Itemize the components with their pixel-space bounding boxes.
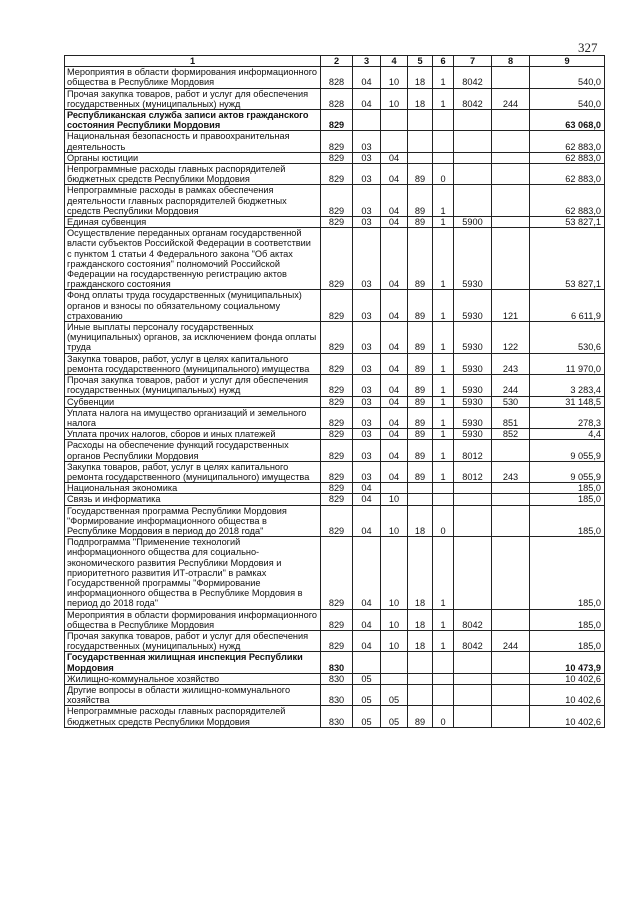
table-row bbox=[65, 494, 605, 505]
row-program: 89 bbox=[408, 407, 433, 428]
row-section: 05 bbox=[353, 673, 381, 684]
row-direction: 5930 bbox=[454, 429, 492, 440]
row-section: 03 bbox=[353, 375, 381, 396]
row-amount: 4,4 bbox=[530, 429, 605, 440]
row-subsection: 04 bbox=[381, 217, 408, 228]
row-direction: 8042 bbox=[454, 630, 492, 651]
row-subprogram: 1 bbox=[433, 440, 454, 461]
row-subsection: 10 bbox=[381, 494, 408, 505]
row-subprogram: 0 bbox=[433, 164, 454, 185]
row-expense-type: 243 bbox=[492, 353, 530, 374]
row-program: 89 bbox=[408, 429, 433, 440]
row-amount: 9 055,9 bbox=[530, 461, 605, 482]
row-subprogram: 1 bbox=[433, 375, 454, 396]
row-subsection bbox=[381, 131, 408, 152]
row-subprogram bbox=[433, 673, 454, 684]
row-section: 03 bbox=[353, 131, 381, 152]
row-expense-type bbox=[492, 217, 530, 228]
table-row bbox=[65, 396, 605, 407]
row-section: 03 bbox=[353, 152, 381, 163]
column-header: 2 bbox=[321, 56, 353, 67]
row-description: Уплата налога на имущество организаций и земельного налога bbox=[65, 407, 321, 428]
row-section: 03 bbox=[353, 164, 381, 185]
row-program: 89 bbox=[408, 322, 433, 354]
row-amount: 185,0 bbox=[530, 537, 605, 609]
row-expense-type: 851 bbox=[492, 407, 530, 428]
row-amount: 530,6 bbox=[530, 322, 605, 354]
row-expense-type: 121 bbox=[492, 290, 530, 322]
row-subprogram: 1 bbox=[433, 322, 454, 354]
table-row bbox=[65, 673, 605, 684]
row-expense-type bbox=[492, 67, 530, 88]
row-subprogram: 1 bbox=[433, 609, 454, 630]
row-amount: 53 827,1 bbox=[530, 217, 605, 228]
row-subprogram: 0 bbox=[433, 706, 454, 727]
row-direction bbox=[454, 673, 492, 684]
row-section: 03 bbox=[353, 353, 381, 374]
row-program: 89 bbox=[408, 217, 433, 228]
column-header: 8 bbox=[492, 56, 530, 67]
row-subsection: 04 bbox=[381, 429, 408, 440]
row-section: 05 bbox=[353, 684, 381, 705]
row-subprogram: 1 bbox=[433, 67, 454, 88]
row-description: Мероприятия в области формирования информационного общества в Республике Мордовия bbox=[65, 67, 321, 88]
row-expense-type bbox=[492, 228, 530, 290]
row-subsection: 10 bbox=[381, 609, 408, 630]
row-section: 04 bbox=[353, 494, 381, 505]
row-program bbox=[408, 652, 433, 673]
row-ministry-code: 829 bbox=[321, 217, 353, 228]
row-program bbox=[408, 684, 433, 705]
row-subprogram: 1 bbox=[433, 407, 454, 428]
row-description: Фонд оплаты труда государственных (муниципальных) органов и взносы по обязательному социальному страхованию bbox=[65, 290, 321, 322]
table-row bbox=[65, 88, 605, 109]
row-subprogram: 1 bbox=[433, 396, 454, 407]
row-ministry-code: 829 bbox=[321, 185, 353, 217]
row-subsection: 04 bbox=[381, 396, 408, 407]
row-section: 04 bbox=[353, 609, 381, 630]
row-ministry-code: 829 bbox=[321, 110, 353, 131]
row-amount: 3 283,4 bbox=[530, 375, 605, 396]
row-amount: 6 611,9 bbox=[530, 290, 605, 322]
table-row bbox=[65, 630, 605, 651]
table-header-row bbox=[65, 56, 605, 67]
row-direction: 8012 bbox=[454, 440, 492, 461]
row-subprogram bbox=[433, 652, 454, 673]
row-amount: 11 970,0 bbox=[530, 353, 605, 374]
row-expense-type bbox=[492, 494, 530, 505]
row-ministry-code: 829 bbox=[321, 461, 353, 482]
row-direction: 5900 bbox=[454, 217, 492, 228]
row-section: 04 bbox=[353, 537, 381, 609]
row-direction: 8042 bbox=[454, 67, 492, 88]
row-direction bbox=[454, 152, 492, 163]
table-row bbox=[65, 131, 605, 152]
row-ministry-code: 828 bbox=[321, 67, 353, 88]
table-row bbox=[65, 152, 605, 163]
row-direction: 5930 bbox=[454, 290, 492, 322]
row-subsection: 04 bbox=[381, 228, 408, 290]
row-subprogram: 1 bbox=[433, 88, 454, 109]
row-program bbox=[408, 131, 433, 152]
table-row bbox=[65, 353, 605, 374]
row-subsection: 04 bbox=[381, 407, 408, 428]
row-amount: 540,0 bbox=[530, 88, 605, 109]
table-row bbox=[65, 290, 605, 322]
row-subprogram bbox=[433, 131, 454, 152]
row-subsection: 04 bbox=[381, 164, 408, 185]
row-ministry-code: 829 bbox=[321, 164, 353, 185]
row-expense-type bbox=[492, 110, 530, 131]
row-amount: 62 883,0 bbox=[530, 185, 605, 217]
table-row bbox=[65, 67, 605, 88]
row-direction bbox=[454, 185, 492, 217]
row-ministry-code: 830 bbox=[321, 706, 353, 727]
row-ministry-code: 830 bbox=[321, 652, 353, 673]
row-direction bbox=[454, 652, 492, 673]
row-description: Органы юстиции bbox=[65, 152, 321, 163]
row-subprogram bbox=[433, 494, 454, 505]
table-row bbox=[65, 609, 605, 630]
row-subprogram: 1 bbox=[433, 228, 454, 290]
row-program: 18 bbox=[408, 67, 433, 88]
row-subprogram: 1 bbox=[433, 461, 454, 482]
row-ministry-code: 829 bbox=[321, 505, 353, 537]
row-subprogram: 1 bbox=[433, 537, 454, 609]
row-description: Субвенции bbox=[65, 396, 321, 407]
column-header: 5 bbox=[408, 56, 433, 67]
column-header: 4 bbox=[381, 56, 408, 67]
row-ministry-code: 829 bbox=[321, 537, 353, 609]
row-expense-type bbox=[492, 652, 530, 673]
table-row bbox=[65, 461, 605, 482]
row-ministry-code: 829 bbox=[321, 609, 353, 630]
row-section: 03 bbox=[353, 396, 381, 407]
row-ministry-code: 830 bbox=[321, 673, 353, 684]
table-row bbox=[65, 684, 605, 705]
row-subsection: 10 bbox=[381, 537, 408, 609]
row-section: 04 bbox=[353, 505, 381, 537]
row-subprogram bbox=[433, 684, 454, 705]
row-subsection: 10 bbox=[381, 630, 408, 651]
row-description: Непрограммные расходы главных распорядителей бюджетных средств Республики Мордовия bbox=[65, 706, 321, 727]
table-row bbox=[65, 706, 605, 727]
row-program: 89 bbox=[408, 290, 433, 322]
row-description: Государственная жилищная инспекция Республики Мордовия bbox=[65, 652, 321, 673]
row-expense-type bbox=[492, 131, 530, 152]
row-subsection: 04 bbox=[381, 353, 408, 374]
row-expense-type bbox=[492, 440, 530, 461]
row-expense-type bbox=[492, 483, 530, 494]
row-program: 89 bbox=[408, 706, 433, 727]
row-program: 18 bbox=[408, 630, 433, 651]
row-description: Непрограммные расходы главных распорядителей бюджетных средств Республики Мордовия bbox=[65, 164, 321, 185]
row-direction bbox=[454, 494, 492, 505]
row-section: 04 bbox=[353, 88, 381, 109]
row-section: 05 bbox=[353, 706, 381, 727]
row-direction: 5930 bbox=[454, 375, 492, 396]
row-program: 18 bbox=[408, 88, 433, 109]
row-subsection bbox=[381, 652, 408, 673]
column-header: 9 bbox=[530, 56, 605, 67]
row-description: Подпрограмма "Применение технологий информационного общества для социально-экономического развития Республики Мордовия и приоритетного развития ИТ-отрасли" в рамках Государственной программы "Формирование информационного общества в Республике Мордовия в период до 2018 года" bbox=[65, 537, 321, 609]
table-row bbox=[65, 505, 605, 537]
row-expense-type: 122 bbox=[492, 322, 530, 354]
row-section: 03 bbox=[353, 440, 381, 461]
row-subsection: 04 bbox=[381, 440, 408, 461]
row-description: Уплата прочих налогов, сборов и иных платежей bbox=[65, 429, 321, 440]
row-amount: 10 402,6 bbox=[530, 684, 605, 705]
row-program bbox=[408, 673, 433, 684]
row-subprogram: 1 bbox=[433, 630, 454, 651]
table-row bbox=[65, 164, 605, 185]
row-subsection: 05 bbox=[381, 706, 408, 727]
row-ministry-code: 829 bbox=[321, 396, 353, 407]
row-section: 03 bbox=[353, 185, 381, 217]
row-ministry-code: 829 bbox=[321, 483, 353, 494]
row-program: 89 bbox=[408, 440, 433, 461]
row-section: 03 bbox=[353, 407, 381, 428]
row-program: 89 bbox=[408, 375, 433, 396]
row-expense-type bbox=[492, 706, 530, 727]
table-row bbox=[65, 228, 605, 290]
row-subprogram bbox=[433, 110, 454, 131]
row-amount: 185,0 bbox=[530, 630, 605, 651]
table-row bbox=[65, 652, 605, 673]
table-row bbox=[65, 429, 605, 440]
row-subprogram: 1 bbox=[433, 185, 454, 217]
row-expense-type: 852 bbox=[492, 429, 530, 440]
row-direction bbox=[454, 164, 492, 185]
row-subsection: 10 bbox=[381, 88, 408, 109]
row-description: Национальная экономика bbox=[65, 483, 321, 494]
row-amount: 185,0 bbox=[530, 505, 605, 537]
column-header: 3 bbox=[353, 56, 381, 67]
row-description: Национальная безопасность и правоохранительная деятельность bbox=[65, 131, 321, 152]
row-description: Связь и информатика bbox=[65, 494, 321, 505]
row-description: Прочая закупка товаров, работ и услуг для обеспечения государственных (муниципальных) нужд bbox=[65, 630, 321, 651]
row-amount: 62 883,0 bbox=[530, 131, 605, 152]
row-direction: 5930 bbox=[454, 353, 492, 374]
table-row bbox=[65, 537, 605, 609]
row-ministry-code: 829 bbox=[321, 407, 353, 428]
row-program: 18 bbox=[408, 505, 433, 537]
row-amount: 62 883,0 bbox=[530, 164, 605, 185]
row-subsection: 10 bbox=[381, 67, 408, 88]
row-expense-type: 530 bbox=[492, 396, 530, 407]
row-ministry-code: 829 bbox=[321, 353, 353, 374]
row-ministry-code: 829 bbox=[321, 131, 353, 152]
row-ministry-code: 829 bbox=[321, 494, 353, 505]
row-ministry-code: 829 bbox=[321, 375, 353, 396]
row-subprogram: 0 bbox=[433, 505, 454, 537]
row-section bbox=[353, 652, 381, 673]
row-ministry-code: 829 bbox=[321, 630, 353, 651]
row-amount: 185,0 bbox=[530, 609, 605, 630]
row-program: 18 bbox=[408, 537, 433, 609]
row-direction: 8012 bbox=[454, 461, 492, 482]
row-amount: 10 402,6 bbox=[530, 706, 605, 727]
row-program: 89 bbox=[408, 461, 433, 482]
row-subprogram bbox=[433, 483, 454, 494]
row-description: Прочая закупка товаров, работ и услуг для обеспечения государственных (муниципальных) нужд bbox=[65, 375, 321, 396]
row-program: 89 bbox=[408, 185, 433, 217]
table-row bbox=[65, 483, 605, 494]
row-section bbox=[353, 110, 381, 131]
row-amount: 31 148,5 bbox=[530, 396, 605, 407]
row-amount: 9 055,9 bbox=[530, 440, 605, 461]
page-number: 327 bbox=[578, 40, 598, 55]
row-program: 89 bbox=[408, 164, 433, 185]
row-subsection bbox=[381, 673, 408, 684]
row-program: 89 bbox=[408, 353, 433, 374]
row-direction: 5930 bbox=[454, 228, 492, 290]
row-expense-type: 244 bbox=[492, 375, 530, 396]
row-amount: 10 402,6 bbox=[530, 673, 605, 684]
row-subprogram: 1 bbox=[433, 217, 454, 228]
row-expense-type bbox=[492, 164, 530, 185]
row-subprogram: 1 bbox=[433, 353, 454, 374]
row-ministry-code: 828 bbox=[321, 88, 353, 109]
row-direction bbox=[454, 110, 492, 131]
row-description: Расходы на обеспечение функций государственных органов Республики Мордовия bbox=[65, 440, 321, 461]
budget-table bbox=[64, 55, 605, 728]
row-amount: 185,0 bbox=[530, 494, 605, 505]
row-section: 04 bbox=[353, 67, 381, 88]
row-program: 89 bbox=[408, 396, 433, 407]
column-header: 1 bbox=[65, 56, 321, 67]
row-subsection bbox=[381, 483, 408, 494]
table-row bbox=[65, 375, 605, 396]
row-description: Осуществление переданных органам государственной власти субъектов Российской Федерации в соответствии с пунктом 1 статьи 4 Федерального закона "Об актах гражданского состояния" полномочий Российской Федерации на государственную регистрацию актов гражданского состояния bbox=[65, 228, 321, 290]
row-subsection: 10 bbox=[381, 505, 408, 537]
row-description: Республиканская служба записи актов гражданского состояния Республики Мордовия bbox=[65, 110, 321, 131]
row-section: 03 bbox=[353, 322, 381, 354]
row-subsection bbox=[381, 110, 408, 131]
row-ministry-code: 829 bbox=[321, 152, 353, 163]
row-program bbox=[408, 494, 433, 505]
row-expense-type bbox=[492, 505, 530, 537]
row-subprogram: 1 bbox=[433, 290, 454, 322]
row-direction: 8042 bbox=[454, 609, 492, 630]
row-description: Жилищно-коммунальное хозяйство bbox=[65, 673, 321, 684]
table-row bbox=[65, 217, 605, 228]
row-subsection: 05 bbox=[381, 684, 408, 705]
row-ministry-code: 829 bbox=[321, 290, 353, 322]
row-section: 03 bbox=[353, 290, 381, 322]
row-direction: 5930 bbox=[454, 407, 492, 428]
table-row bbox=[65, 322, 605, 354]
row-amount: 62 883,0 bbox=[530, 152, 605, 163]
row-expense-type bbox=[492, 673, 530, 684]
row-direction bbox=[454, 706, 492, 727]
row-description: Другие вопросы в области жилищно-коммунального хозяйства bbox=[65, 684, 321, 705]
row-program bbox=[408, 110, 433, 131]
row-expense-type bbox=[492, 537, 530, 609]
row-expense-type: 244 bbox=[492, 630, 530, 651]
row-ministry-code: 829 bbox=[321, 429, 353, 440]
row-expense-type bbox=[492, 185, 530, 217]
row-description: Иные выплаты персоналу государственных (муниципальных) органов, за исключением фонда оплаты труда bbox=[65, 322, 321, 354]
row-expense-type: 244 bbox=[492, 88, 530, 109]
row-direction bbox=[454, 131, 492, 152]
row-amount: 63 068,0 bbox=[530, 110, 605, 131]
row-ministry-code: 829 bbox=[321, 322, 353, 354]
row-ministry-code: 829 bbox=[321, 440, 353, 461]
row-amount: 540,0 bbox=[530, 67, 605, 88]
row-description: Единая субвенция bbox=[65, 217, 321, 228]
row-amount: 185,0 bbox=[530, 483, 605, 494]
row-section: 03 bbox=[353, 429, 381, 440]
row-description: Закупка товаров, работ, услуг в целях капитального ремонта государственного (муниципального) имущества bbox=[65, 353, 321, 374]
row-expense-type bbox=[492, 152, 530, 163]
row-program: 18 bbox=[408, 609, 433, 630]
row-ministry-code: 829 bbox=[321, 228, 353, 290]
row-section: 04 bbox=[353, 483, 381, 494]
row-ministry-code: 830 bbox=[321, 684, 353, 705]
row-expense-type bbox=[492, 684, 530, 705]
row-program: 89 bbox=[408, 228, 433, 290]
row-subsection: 04 bbox=[381, 152, 408, 163]
row-description: Прочая закупка товаров, работ и услуг для обеспечения государственных (муниципальных) нужд bbox=[65, 88, 321, 109]
row-subsection: 04 bbox=[381, 290, 408, 322]
row-direction: 5930 bbox=[454, 396, 492, 407]
row-amount: 53 827,1 bbox=[530, 228, 605, 290]
column-header: 7 bbox=[454, 56, 492, 67]
row-description: Государственная программа Республики Мордовия "Формирование информационного общества в Республике Мордовия в период до 2018 года" bbox=[65, 505, 321, 537]
table-row bbox=[65, 110, 605, 131]
row-amount: 10 473,9 bbox=[530, 652, 605, 673]
row-section: 04 bbox=[353, 630, 381, 651]
row-description: Мероприятия в области формирования информационного общества в Республике Мордовия bbox=[65, 609, 321, 630]
column-header: 6 bbox=[433, 56, 454, 67]
row-direction bbox=[454, 537, 492, 609]
row-direction bbox=[454, 505, 492, 537]
row-direction: 5930 bbox=[454, 322, 492, 354]
row-subsection: 04 bbox=[381, 375, 408, 396]
row-subsection: 04 bbox=[381, 185, 408, 217]
table-row bbox=[65, 407, 605, 428]
row-section: 03 bbox=[353, 228, 381, 290]
row-subsection: 04 bbox=[381, 322, 408, 354]
row-expense-type: 243 bbox=[492, 461, 530, 482]
row-program bbox=[408, 483, 433, 494]
row-amount: 278,3 bbox=[530, 407, 605, 428]
row-subprogram bbox=[433, 152, 454, 163]
row-direction bbox=[454, 483, 492, 494]
row-description: Непрограммные расходы в рамках обеспечения деятельности главных распорядителей бюджетных средств Республики Мордовия bbox=[65, 185, 321, 217]
row-direction bbox=[454, 684, 492, 705]
row-description: Закупка товаров, работ, услуг в целях капитального ремонта государственного (муниципального) имущества bbox=[65, 461, 321, 482]
table-row bbox=[65, 185, 605, 217]
row-subsection: 04 bbox=[381, 461, 408, 482]
row-section: 03 bbox=[353, 461, 381, 482]
table-row bbox=[65, 440, 605, 461]
row-section: 03 bbox=[353, 217, 381, 228]
row-direction: 8042 bbox=[454, 88, 492, 109]
row-subprogram: 1 bbox=[433, 429, 454, 440]
row-program bbox=[408, 152, 433, 163]
row-expense-type bbox=[492, 609, 530, 630]
